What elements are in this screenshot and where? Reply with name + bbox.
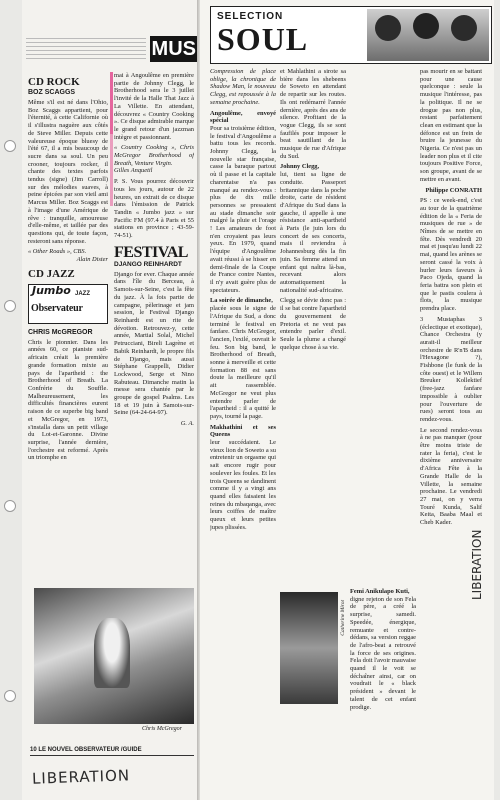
festival-body: Django for ever. Chaque année dans l'île du Berceau, à Samois-sur-Seine, c'est la fête du jazz. À la fois partie de campagne, pèlerinage et jam session, le Festival Django Reinhardt est un rite de dévotion. Retrouvez-y, cette année, Martial Solal, Michel Petrucciani, Bireli Lagrène et Babik Reinhardt, le propre fils de Django, mais aussi Stéphane Grappelli, Didier Lockwood, Serge et Nino Rabuteau. Dimanche matin la messe sera chantée par le groupe de gospel Psalms. Les 18 et 19 juin à Samois-sur-Seine (64-24-64-97). [114, 270, 194, 417]
right-column-a [210, 68, 276, 790]
right-column-c [350, 68, 416, 790]
logo-word-top: Jumbo [32, 283, 71, 297]
logo-word-bottom: Observateur [31, 302, 83, 314]
angouleme-heading: Angoulême, envoyé spécial [210, 109, 276, 125]
cd-rock-citation: « Other Roads », CBS. [28, 248, 87, 256]
cd-jazz-ps: P. S. Vous pourrez découvrir tous les jours, autour de 22 heures, un extrait de ce disque dans l'émission de Patrick Tandin « Jumbo jazz » sur Pacific FM (97.4 à Paris et 55 stations en province ; 43-59-74-51). [114, 178, 194, 240]
chris-mcgregor-photo [34, 588, 194, 724]
banner-small-word: SELECTION [217, 11, 284, 22]
logo-word-mid: JAZZ [75, 290, 90, 297]
clegg-note: Compression de place oblige, la chronique de Shadow Man, le nouveau Clegg, est repoussée à la semaine prochaine. [210, 68, 276, 106]
africa-fete: Le second rendez-vous à ne pas manquer (pour être moins triste de rater la feria), c'est le dixième anniversaire d'Africa Fête à la Grande Halle de la Villette, la semaine prochaine. Le vendredi 27 mai, on y verra Touré Kunda, Salif Keita, Baaba Maal et Cheb Kader. [420, 426, 482, 527]
jumbo-jazz-logo [28, 284, 108, 324]
cd-jazz-citation: « Country Cooking », Chris McGregor Brotherhood of Breath, Venture Virgin. [114, 144, 194, 167]
femi-kuti-photo [280, 592, 338, 704]
right-page [200, 0, 494, 800]
festival-author: G. A. [180, 420, 194, 428]
singer-head [451, 15, 477, 41]
singer-head [413, 13, 439, 39]
left-column-2 [114, 72, 194, 642]
photo-caption: Chris McGregor [142, 726, 182, 732]
article-author: Philippe CONRATH [425, 186, 482, 194]
mahlathini-text: et Mahlathini a sirote sa bière dans les shebeens de Soweto en attendant de repartir sur les routes. Ils ont redémarré l'année dernière, après des ans de silence. Profitant de la vogue Clegg, ils se sont faufilés pour imposer le beat sautillant de la musique de rue d'Afrique du Sud. [280, 68, 346, 160]
kuti-continued: pas mourir en se battant pour une cause quelconque : seule la musique l'intéresse, pas la politique. Il ne se drogue pas non plus, restant parfaitement clean en estimant que la défonce est un frein de bruire la jeunesse du Nigeria. Ce n'est pas un leader non plus et il cite toujours Positive Force, son groupe, avant de se mettre en avant. [420, 68, 482, 183]
clegg-body: lui, tient sa ligne de conduite. Passeport britannique dans la poche droite, carte de résident d'Afrique du Sud dans la gauche, il appelle à une résistance anti-apartheid à Paris (le juin lors du concert de ses concerts, mais il reviendra à Johannesburg dès la fin juin. Sa femme attend un enfant qui naîtra là-bas, recevant alors automatiquement la nationalité sud-africaine. [280, 171, 346, 294]
cd-rock-body: Même s'il est né dans l'Ohio, Boz Scaggs appartient, pour l'éternité, à cette Californie où il s'illustra naguère aux côtés de Steve Miller. Depuis cette valeureuse époque bluesy de l'été 67, il a mis beaucoup de sucre dans sa soul. Un peu crooner, toujours rocker, il chante des textes parfois tendus (signe) (Jim Carroll) sur des mélodies suaves, à peine épicées par son vieil ami Marcus Miller. Boz Scaggs est à l'image d'une Amérique de rêve : tranquille, amoureuse d'elle-même, et taillée par des questions qui, de toute façon, resteront sans réponse. [28, 99, 108, 245]
banner-big-word: SOUL [217, 21, 309, 57]
right-column-b [280, 68, 346, 588]
binder-hole [4, 140, 16, 152]
nimes-lineup: 3 Mustaphas 3 (éclectique et exotique), Chance Orchestra (y aurait-il meilleur orchestre de R'n'B dans l'Hexagone ?), Fishbone (le funk de la côte ouest) et le Willem Breuker Kollektief (free-jazz fanfare impossible à oublier pour l'ouverture de rues) seront tous au rendez-vous. [420, 315, 482, 423]
section-header-word: MUS [151, 38, 196, 60]
soiree-heading: La soirée de dimanche, [210, 297, 273, 305]
left-page-header [22, 32, 198, 66]
thin-rules [26, 38, 146, 60]
left-column-1 [28, 76, 108, 636]
left-page-footer: 10 LE NOUVEL OBSERVATEUR /GUIDE [30, 747, 142, 753]
handwritten-liberation-bottom: LIBERATION [31, 766, 131, 788]
left-page [22, 0, 198, 800]
binder-hole [4, 690, 16, 702]
cd-jazz-author: Gilles Anquetil [114, 167, 153, 175]
banner-singers-image [367, 9, 489, 61]
highlight-mark [110, 134, 113, 206]
cd-jazz-artist: CHRIS McGREGOR [28, 328, 93, 336]
nimes-ps: PS : ce week-end, c'est au tour de la quatrième édition de la « Feria de musiques de rue » de Nîmes de se mettre en fête. Dès vendredi 20 mai et jusqu'au lundi 22 mai, quand les arènes se seront cassé la voix à hurler leurs faveurs à Paco Ojeda, quand la feria battra son plein et que le pastis coulera à flots, la musique prendra place. [420, 197, 482, 313]
festival-heading: FESTIVAL [114, 243, 188, 261]
footer-rule [30, 755, 194, 756]
cd-jazz-body: Chris le pionnier. Dans les années 60, ce pianiste sud-africain créait la première grande formation mixte au pays de l'apartheid : the Brotherhood of Breath. La Confrérie du Souffle. Malheureusement, les difficultés financières eurent raison de ce superbe big band et McGregor, en 1973, s'installa dans un petit village du Lot-et-Garonne. Divine surprise, l'année dernière, l'orchestre est reformé. Après un triomphe en [28, 338, 108, 462]
highlight-mark [110, 72, 113, 134]
cd-jazz-heading: CD JAZZ [28, 267, 75, 280]
right-column-d [420, 68, 482, 790]
selection-soul-banner [210, 6, 492, 64]
photo-credit: Catherine Mirot [340, 600, 346, 636]
photo-figure [94, 618, 130, 688]
clegg-heading: Johnny Clegg, [280, 163, 320, 171]
fela-body: digne rejeton de son Fela de père, a créé la surprise, samedi. Speedée, énergique, remuante et contre-dédans, sa version reggae de l'afro-beat a retrouvé la force de ses origines. Fela doit l'avoir mauvaise quand il le voit se déchaîner ainsi, car on voudrait le « black président » devant le talent de cet enfant prodige. [350, 595, 416, 711]
singer-head [375, 15, 401, 41]
soiree-body: placée sous le signe de l'Afrique du Sud, a donc terminé le festival en fanfare. Chris McGregor, l'ancien, l'exilé, ouvrait le feu. Son big band, le Brotherhood of Breath, sonne à merveille et cette formation 88 est sans doute la meilleure qu'il ait rassemblée. McGregor ne veut plus entendre parler de l'apartheid : il a quitté le pays, tourné la page. [210, 305, 276, 420]
cd-rock-artist: BOZ SCAGGS [28, 89, 76, 96]
binder-hole [4, 500, 16, 512]
cd-jazz-continued: mai à Angoulême en première partie de Johnny Clegg, le Brotherhood sera le 3 juillet l'invité de la Halle That Jazz à La Villette. En attendant, découvrez « Country Cooking ». Ce disque admirable marque le grand retour d'un jazzman intègre et passionnant. [114, 72, 194, 141]
angouleme-body: Pour sa troisième édition, le festival d'Angoulême a battu tous les records. Johnny Clegg, la nouvelle star française, casse la baraque partout où il passe et la capitale charentaise n'a pas manqué au rendez-vous : plus de dix mille personnes se pressaient au stade dimanche soir malgré la pluie et l'orage ! Les amateurs de foot n'en croyaient pas leurs yeux. En 1979, quand l'équipe d'Angoulême avait réussi à se hisser en demi-finale de la Coupe de France contre Nantes, il n'y avait guère plus de spectateurs. [210, 124, 276, 294]
makhathini-heading: Makhathini et ses Queens [210, 423, 276, 439]
handwritten-liberation-side: LIBERATION [470, 529, 484, 600]
festival-subheading: DJANGO REINHARDT [114, 260, 182, 268]
binder-hole [4, 300, 16, 312]
fela-heading: Femi Anikulapo Kuti, [350, 588, 410, 595]
cd-rock-heading: CD ROCK [28, 76, 80, 88]
makhathini-body: leur succédaient. Le vieux lion de Soweto a su entretenir un orgasme qui sait encore rugir pour soulever les foules. Et les trois Queens se dandinent comme il y a vingt ans quand elles faisaient les reines du mbaqanga, avec leurs coiffes de maître queux et leurs petites jupes plissées. [210, 439, 276, 531]
clegg-continued: Clegg se dévie donc pas : il se bat contre l'apartheid du gouvernement de Pretoria et ne veut pas entendre parler d'exil. Seule la plume a changé quelque chose à sa vie. [280, 297, 346, 351]
cd-rock-author: Alain Dister [76, 256, 108, 264]
